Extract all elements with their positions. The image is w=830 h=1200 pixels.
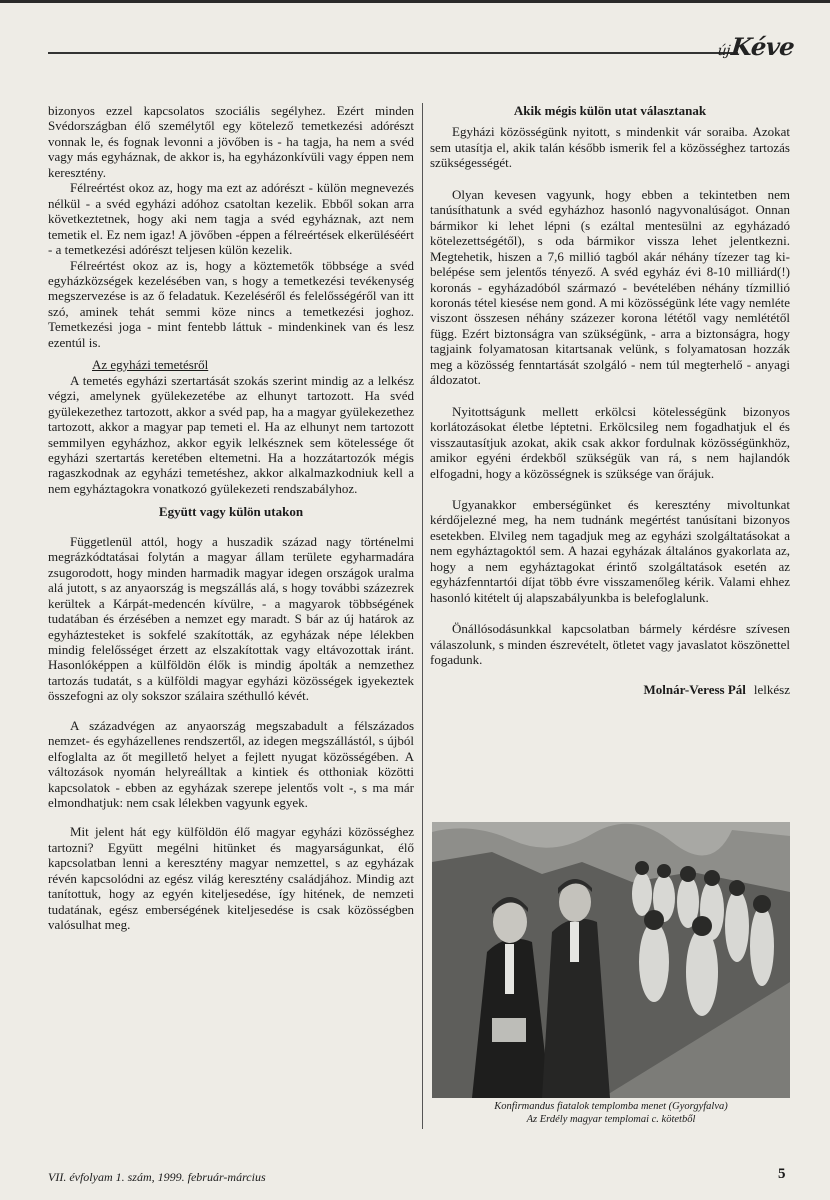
- page-number: 5: [778, 1166, 786, 1182]
- column-divider: [422, 103, 423, 1129]
- journal-logo: [716, 32, 795, 61]
- signature: [430, 682, 790, 697]
- paragraph: A temetés egyházi szertartását szokás szerint mindig az a lelkész végzi, amelynek gyülekezetébe az elhunyt tartozott. Ha svéd gyülekezethez tartozott, akkor a svéd pap, ha a magyar gyülekezethez tartozott, akkor a magyar pap temeti el. Ha az elhunyt nem tartozott semmilyen egyházhoz, akkor egyik lelkésznek sem kötelessége őt egyházi szertartás keretében eltemetni. Ha a hozzátartozók mégis ragaszkodnak az egyházi temetéshez, akkor alkalmazkodniuk kell a nem egyháztagokra vonatkozó gyülekezeti rendszabályhoz.: [48, 372, 414, 496]
- paragraph: A századvégen az anyaország megszabadult a félszázados nemzet- és egyházellenes rendszertől, az idegen megszállástól, s újból elfoglalta az őt megillető helyet a fejlett nyugat közösségében. A változások nyomán helyreálltak a kintiek és otthoniak közötti kapcsolatok - ebben az egyházak szerepe jelentős volt -, s ma már elmondhatjuk: nem csak lélekben vagyunk egyek.: [48, 717, 414, 811]
- paragraph: Félreértést okoz az, hogy ma ezt az adórészt - külön megnevezés nélkül - a svéd egyházi adóhoz csatoltan kezelik. Ebből sokan arra következtetnek, hogy aki nem tagja a svéd egyháznak, azt nem temetik el. Ez nem igaz! A jövőben -éppen a félreértések elkerüléséért - a temetkezési adórészt teljesen külön kezelik.: [48, 180, 414, 258]
- left-column: [48, 103, 414, 933]
- section-heading: Akik mégis külön utat választanak: [513, 103, 707, 118]
- paragraph: bizonyos ezzel kapcsolatos szociális segélyhez. Ezért minden Svédországban élő személytől egy kötelező temetkezési adórészt vonnak le, és fognak levonni a jövőben is - ha tagja, ha nem a svéd vagy más egyháznak, de akkor is, ha egyházonkívüli vagy éppen nem keresztény.: [48, 103, 414, 180]
- paragraph: Nyitottságunk mellett erkölcsi kötelességünk bizonyos korlátozásokat életbe léptetni. Erkölcsileg nem fogadhatjuk el és visszautasítjuk azokat, akik csak akkor fordulnak közösségünkhöz, amikor egyéni érdekből szükségük van rá, s nem hajlandók elfogadni, hogy a közösségnek is szüksége van őrájuk.: [430, 403, 790, 481]
- header-rule: [48, 52, 738, 54]
- procession-photo: [432, 822, 790, 1098]
- paragraph: Olyan kevesen vagyunk, hogy ebben a tekintetben nem tanúsíthatunk a svéd egyházhoz hasonló nagyvonalúságot. Onnan bármikor ki lehet lépni (s ezáltal mentesülni az egyházadó kötelezettségétől), s oda bármikor vissza lehet jelentkezni. Megtehetik, hiszen a 7,6 millió tagból akár néhány tízezer tag ki-belépése sem jelentős tényező. A svéd egyház évi 8-10 milliárd(!) koronás - egyházadóból származó - bevételében néhány tízmillió koronás tétel kiesése nem gond. A mi közösségünk léte vagy nemléte viszont összesen néhány százezer korona lététől vagy nemlététől függ. Ezért biztonságra van szükségünk, - arra a biztonságra, hogy tagjaink folyamatosan kitartsanak velünk, s folyamatosan hozzák meg a közösség fenntartását szolgáló - nem túl megterhelő - anyagi áldozatot.: [430, 186, 790, 388]
- caption-line: Konfirmandus fiatalok templomba menet (Gyorgyfalva): [494, 1101, 728, 1112]
- paragraph: Egyházi közösségünk nyitott, s mindenkit vár soraiba. Azokat sem utasítja el, akik talán később ismerik fel a közösséghez tartozás szükségességét.: [430, 124, 790, 171]
- logo-prefix: új: [716, 43, 731, 59]
- paragraph: Függetlenül attól, hogy a huszadik század nagy történelmi megrázkódtatásai folytán a magyar állam területe egyharmadára zsugorodott, hogy minden harmadik magyar idegen országok uralma alá jutott, s az anyaország is megszállás alá, s hogy további százezrek kerültek a Kárpát-medencén kívülre, - a magyarok többségének tudatában és érzésében a nemzet egy maradt. S bár az új határok az egyháztesteket is sokfelé szakították, az egyházak népe lélekben mindig felelősséget érzett az elszakítottak vagy eltávozottak iránt. Hasonlóképpen a külföldön élők is mindig ápolták a nemzethez tartozás tudatát, s a külföldi magyar egyházi közösségek igyekeztek összefogni az oly sokszor szálaira széthulló kévét.: [48, 533, 414, 704]
- paragraph: Mit jelent hát egy külföldön élő magyar egyházi közösséghez tartozni? Együtt megélni hitünket és magyarságunkat, élő kapcsolatban lenni a keresztény magyar nemzettel, s az egyházak révén kapcsolódni az egész világ keresztény családjához. Mindig azt tanítottuk, hogy az egyén kiteljesedése, így hitének, de nemzeti tudatának, egész emberségének kiteljesedése is csak közösségben valósulhat meg.: [48, 824, 414, 933]
- top-edge: [0, 0, 830, 3]
- paragraph: Önállósodásunkkal kapcsolatban bármely kérdésre szívesen válaszolunk, s minden észrevételt, ötletet vagy javaslatot köszönettel fogadunk.: [430, 621, 790, 668]
- photo-caption: [432, 1100, 790, 1126]
- caption-source: Az Erdély magyar templomai c. kötetből: [526, 1114, 696, 1125]
- author-name: Molnár-Veress Pál: [643, 681, 746, 697]
- right-column: [430, 103, 790, 697]
- logo-main: Kéve: [729, 32, 796, 61]
- paragraph: Ugyanakkor emberségünket és keresztény mivoltunkat kérdőjelezné meg, ha nem tudnánk megértést tanúsítani bizonyos esetekben. Elvileg nem tagadjuk meg az egyházi szolgáltatásokat a nem egyháztagoktól sem. A hazai egyházak általános gyakorlata az, hogy a nem egyháztagokat érintő szolgáltatások esetén az egyházfenntartói díjat több évre visszamenőleg kérik. Valami ehhez hasonló kitételt új alapszabályunkba is belefoglalunk.: [430, 496, 790, 605]
- paragraph: Félreértést okoz az is, hogy a köztemetők többsége a svéd egyházközségek kezelésében van, s hogy a temetkezési tevékenység megszervezése is az ő feladatuk. Kezeléséről és felelősségéről van itt szó, aminek tehát semmi köze nincs a temetkezési joghoz. Temetkezési joga - mint fentebb láttuk - mindenkinek van és lesz ezentúl is.: [48, 257, 414, 350]
- issue-info: VII. évfolyam 1. szám, 1999. február-március: [48, 1170, 266, 1184]
- author-title: lelkész: [753, 681, 790, 697]
- section-heading: Együtt vagy külön utakon: [158, 504, 304, 520]
- subheading: Az egyházi temetésről: [92, 357, 209, 373]
- photo-illustration: [432, 822, 790, 1098]
